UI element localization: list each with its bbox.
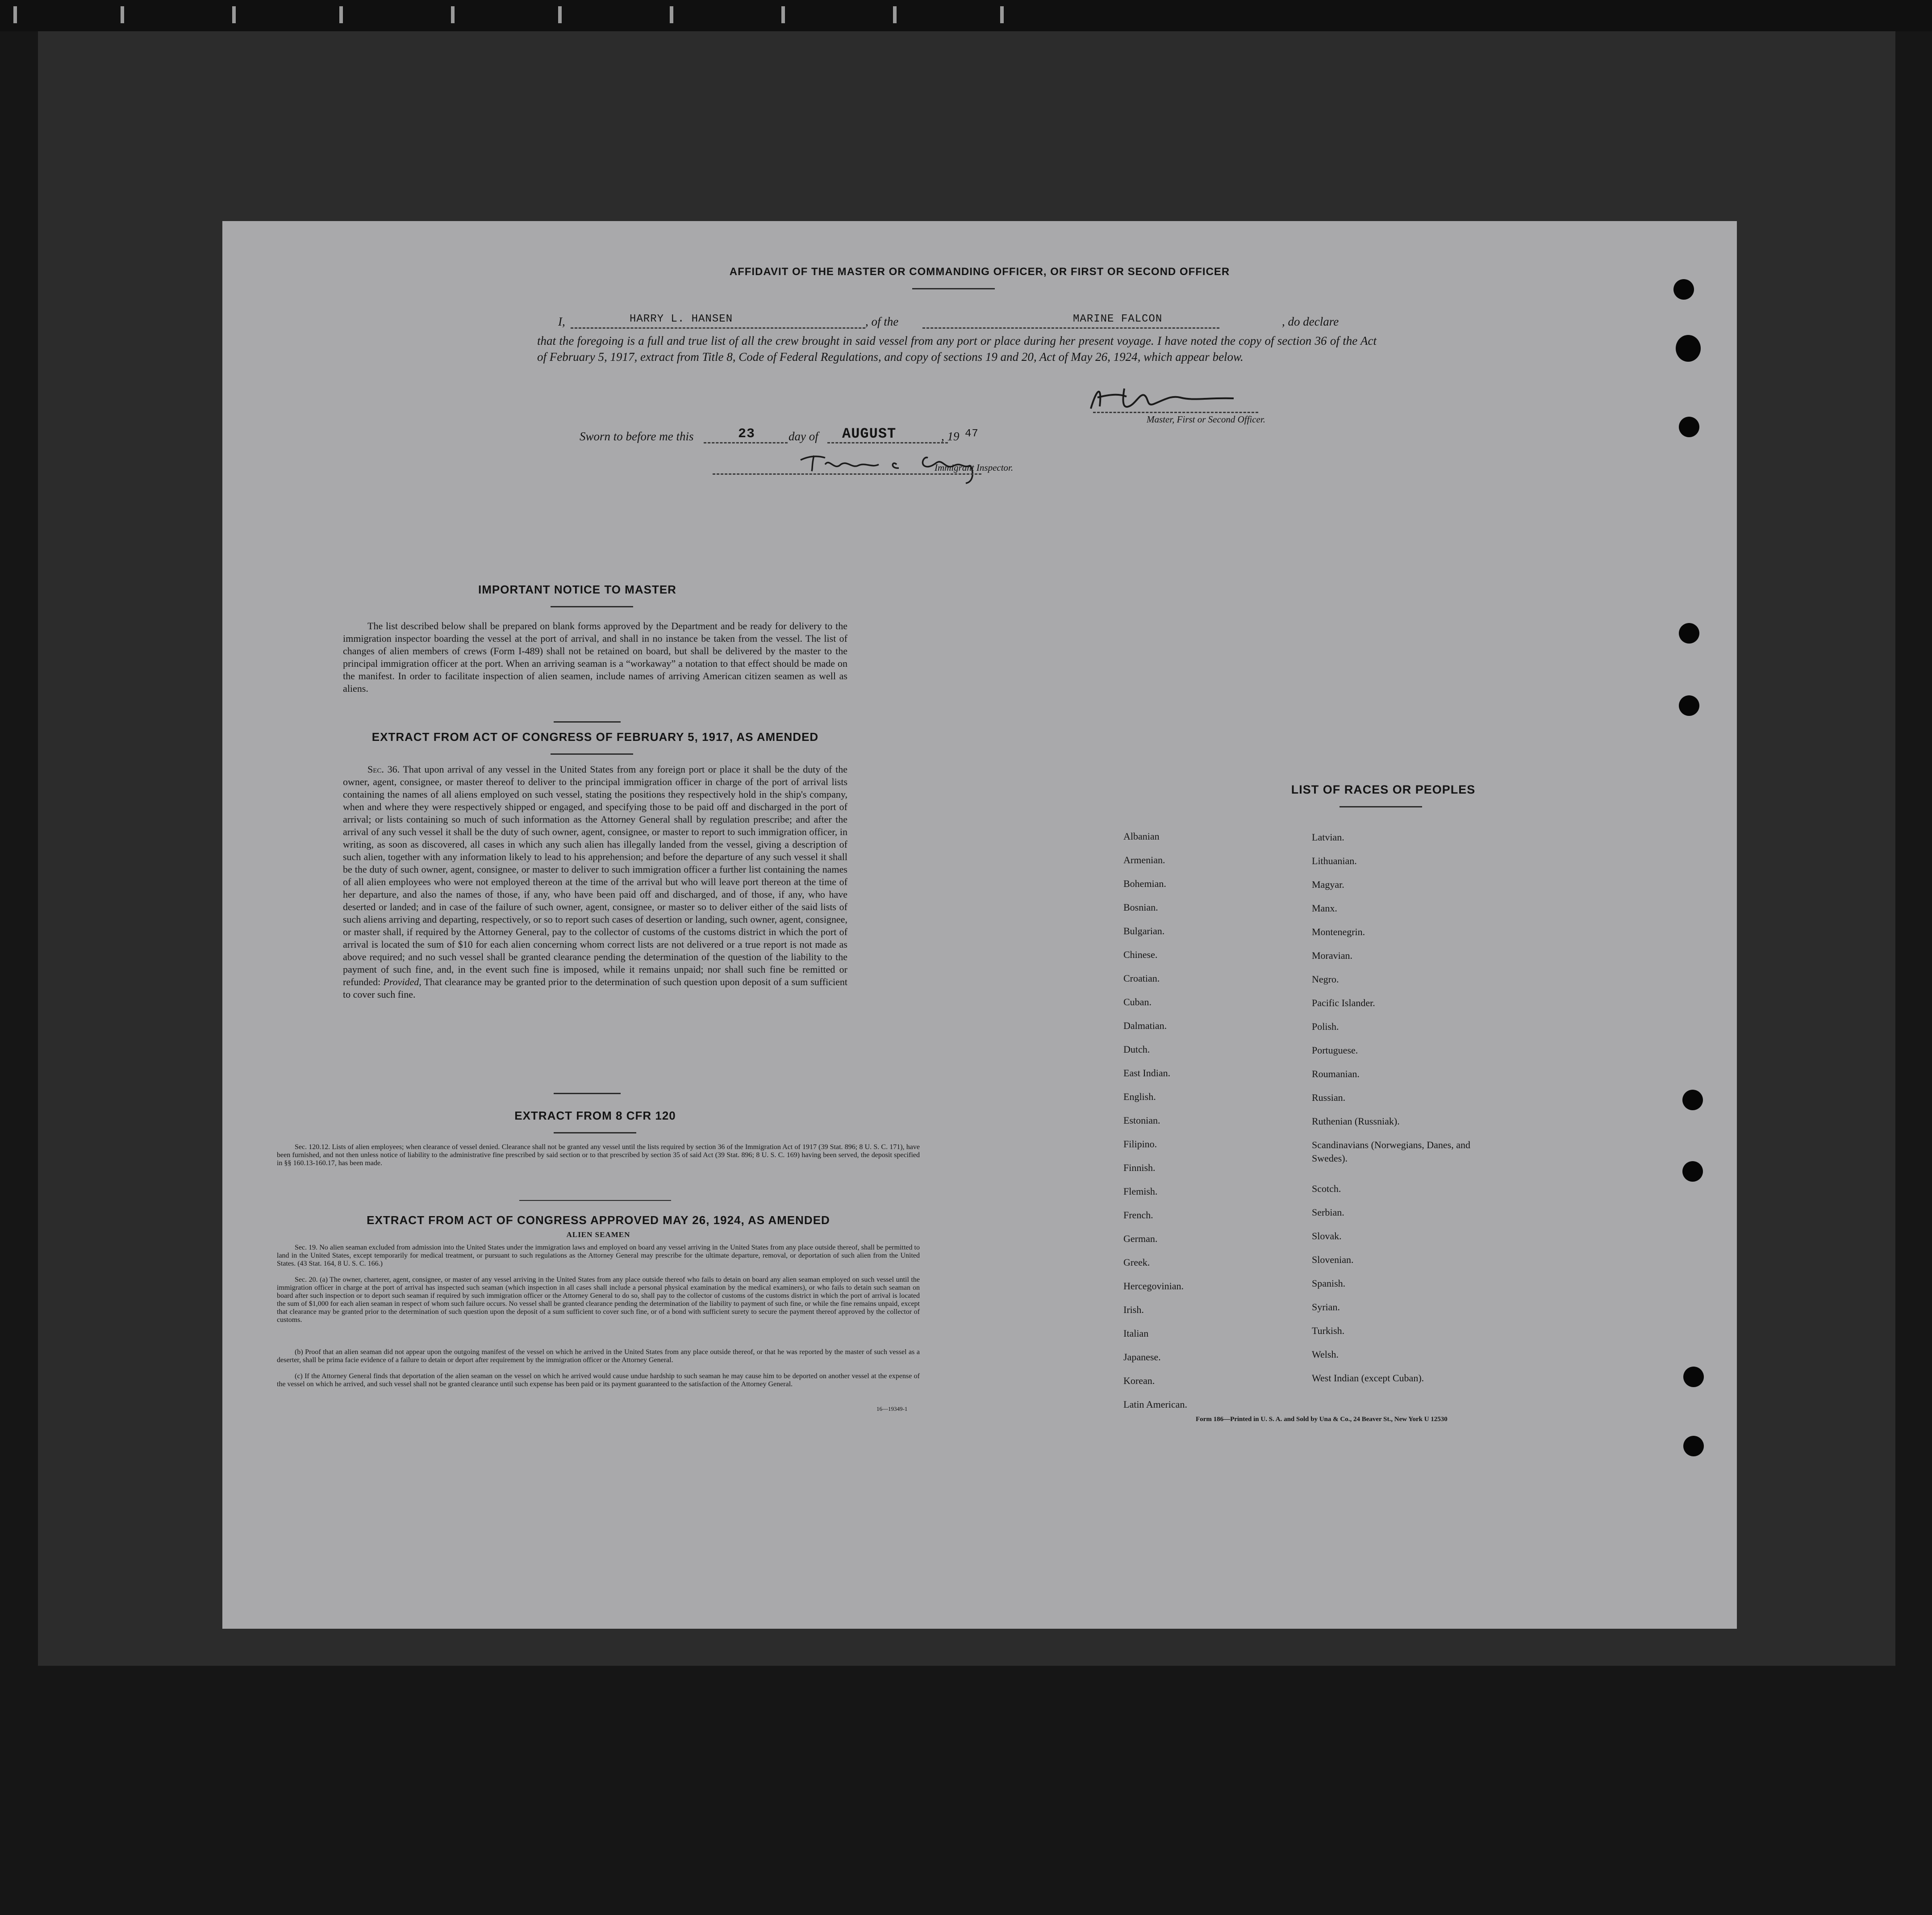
binder-hole	[1673, 279, 1694, 300]
extract-1924-subtitle: ALIEN SEAMEN	[566, 1230, 630, 1239]
binder-hole	[1679, 623, 1699, 644]
sworn-month: AUGUST	[842, 426, 897, 442]
extract-1917-body	[343, 763, 847, 1001]
master-name: HARRY L. HANSEN	[630, 313, 733, 325]
notice-title: IMPORTANT NOTICE TO MASTER	[478, 583, 676, 596]
race-item: Dutch.	[1123, 1044, 1150, 1055]
race-item: Slovak.	[1312, 1230, 1342, 1242]
section-divider	[519, 1200, 671, 1201]
day-line	[704, 442, 788, 443]
race-item: Hercegovinian.	[1123, 1280, 1184, 1292]
race-item: Lithuanian.	[1312, 855, 1357, 866]
race-item: Turkish.	[1312, 1325, 1345, 1336]
strip-mark	[121, 6, 136, 23]
binder-hole	[1679, 417, 1699, 437]
race-item: Magyar.	[1312, 879, 1344, 890]
year-suffix: 47	[965, 428, 979, 440]
extract-1924-title: EXTRACT FROM ACT OF CONGRESS APPROVED MAY 26, 1924, AS AMENDED	[367, 1213, 830, 1227]
signature-caption: Master, First or Second Officer.	[1147, 414, 1265, 425]
master-name-line	[571, 327, 865, 329]
extract-cfr-divider	[554, 1132, 636, 1133]
day-of-label: day of	[789, 430, 818, 443]
section-36-text: That upon arrival of any vessel in the United States from any foreign port or place it shall be the duty of the owner, agent, consignee, or master thereof to deliver to the principal immigration officer in charge of the port of arrival lists containing the names of all aliens employed on such vessel, stating the positions they respectively hold in the ship's company, when and where they were respectively shipped or engaged, and specifying those to be paid off and discharged in the port of arrival; or lists containing so much of such information as the Attorney General shall by regulation prescribe; and after the arrival of any such vessel it shall be the duty of such owner, agent, consignee, or master to report to such immigration officer, in writing, as soon as discovered, all cases in which any such alien has illegally landed from the vessel, giving a description of such alien, together with any information likely to lead to his apprehension; and before the departure of any such vessel it shall be the duty of such owner, agent, consignee, or master to deliver to such immigration officer a further list containing the names of all alien employees who were not employed thereon at the time of the arrival but who will leave port thereon at the time of her departure, and also the names of those, if any, who have been paid off and discharged, and of those, if any, who have deserted or landed; and in case of the failure of such owner, agent, consignee, or master so to deliver either of the said lists of such aliens arriving and departing, respectively, or so to report such cases of desertion or landing, such owner, agent, consignee, or master shall, if required by the Attorney General, pay to the collector of customs of the customs district in which the port of arrival is located the sum of $10 for each alien concerning whom correct lists are not delivered or a true report is not made as above required; and no such vessel shall be granted clearance pending the determination of the question of the liability to the payment of such fine, and, in the event such fine is imposed, while it remains unpaid; nor shall such fine be remitted or refunded:	[343, 764, 847, 987]
strip-mark	[13, 6, 29, 23]
provided-text: That clearance may be granted prior to the determination of such question upon deposit of a sum sufficient to cover such fine.	[343, 976, 847, 1000]
extract-cfr-body: Sec. 120.12. Lists of alien employees; when clearance of vessel denied. Clearance shall not be granted any vessel until the lists required by section 36 of the Immigration Act of 1917 (39 Stat. 896; 8 U. S. C. 171), have been furnished, and not then unless notice of liability to the administrative fine prescribed by said section or to that prescribed by section 35 of said Act (39 Stat. 896; 8 U. S. C. 169) having been served, the deposit specified in §§ 160.13-160.17, has been made.	[277, 1143, 920, 1167]
form-imprint: Form 186—Printed in U. S. A. and Sold by Una & Co., 24 Beaver St., New York U 12530	[1196, 1416, 1448, 1423]
race-item: Bohemian.	[1123, 878, 1166, 889]
binder-hole	[1679, 695, 1699, 716]
race-item: Albanian	[1123, 831, 1160, 842]
strip-mark	[558, 6, 573, 23]
declaration-prefix: I,	[558, 315, 565, 328]
do-declare-label: , do declare	[1282, 315, 1339, 328]
section-20a-text: Sec. 20. (a) The owner, charterer, agent, consignee, or master of any vessel arriving in the United States from any place outside thereof who fails to detain on board any alien seaman employed on such vessel until the immigration officer in charge at the port of arrival has inspected such seaman (which inspection in all cases shall include a personal physical examination by the medical examiners), or who fails to detain such seaman on board after such inspection or to deport such seaman if required by such immigration officer or the Attorney General to do so, shall pay to the collector of customs of the customs district in which the port of arrival is located the sum of $1,000 for each alien seaman in respect of whom such failure occurs. No vessel shall be granted clearance pending the determination of the liability to payment of such fine, or while the fine remains unpaid, except that clearance may be granted prior to the determination of such question upon the deposit of a sum sufficient to cover such fine, or of a bond with sufficient surety to secure the payment thereof approved by the collector of customs.	[277, 1276, 920, 1324]
binder-hole	[1683, 1367, 1704, 1387]
binder-hole	[1682, 1161, 1703, 1182]
race-item: Greek.	[1123, 1257, 1150, 1268]
strip-mark	[1000, 6, 1015, 23]
race-item: Polish.	[1312, 1021, 1339, 1032]
race-item: Ruthenian (Russniak).	[1312, 1116, 1400, 1127]
strip-mark	[670, 6, 685, 23]
signature-line	[1093, 412, 1258, 413]
race-item: French.	[1123, 1209, 1153, 1221]
race-item: Chinese.	[1123, 949, 1158, 960]
affidavit-body: that the foregoing is a full and true list of all the crew brought in said vessel from any port or place during her present voyage. I have noted the copy of section 36 of the Act of February 5, 1917, extract from Title 8, Code of Federal Regulations, and copy of sections 19 and 20, Act of May 26, 1924, which appear below.	[537, 334, 1377, 364]
race-item: Serbian.	[1312, 1207, 1344, 1218]
sworn-day: 23	[738, 426, 755, 442]
race-item: Cuban.	[1123, 996, 1152, 1008]
sworn-prefix: Sworn to before me this	[580, 430, 694, 443]
race-item: Italian	[1123, 1328, 1149, 1339]
races-divider	[1339, 806, 1422, 807]
binder-hole	[1682, 1090, 1703, 1110]
strip-mark	[232, 6, 247, 23]
strip-mark	[893, 6, 908, 23]
race-item: Latin American.	[1123, 1399, 1187, 1410]
race-item: Welsh.	[1312, 1349, 1339, 1360]
vessel-name: MARINE FALCON	[1073, 313, 1163, 325]
race-item: Slovenian.	[1312, 1254, 1354, 1265]
race-item: Manx.	[1312, 903, 1337, 914]
race-item: Irish.	[1123, 1304, 1144, 1315]
binder-hole	[1676, 335, 1701, 362]
provided-label: Provided,	[383, 976, 421, 987]
race-item: English.	[1123, 1091, 1156, 1102]
race-item: Russian.	[1312, 1092, 1346, 1103]
section-20b-text: (b) Proof that an alien seaman did not appear upon the outgoing manifest of the vessel on which he arrived in the United States from any place outside thereof, or that he was reported by the master of such vessel as a deserter, shall be prima facie evidence of a failure to detain or deport after requirement by the immigration officer or the Attorney General.	[277, 1348, 920, 1364]
race-item: Filipino.	[1123, 1138, 1157, 1150]
race-item: Japanese.	[1123, 1351, 1161, 1363]
race-item: Croatian.	[1123, 973, 1160, 984]
race-item: Roumanian.	[1312, 1068, 1360, 1079]
strip-mark	[781, 6, 797, 23]
race-item: West Indian (except Cuban).	[1312, 1372, 1424, 1384]
document-page	[222, 221, 1737, 1629]
race-item: Negro.	[1312, 974, 1339, 985]
race-item: Portuguese.	[1312, 1045, 1358, 1056]
master-signature	[1086, 384, 1256, 415]
race-item: Armenian.	[1123, 854, 1165, 866]
affidavit-title: AFFIDAVIT OF THE MASTER OR COMMANDING OFFICER, OR FIRST OR SECOND OFFICER	[729, 266, 1230, 278]
month-line	[827, 442, 948, 443]
race-item: Pacific Islander.	[1312, 997, 1375, 1008]
race-item: Dalmatian.	[1123, 1020, 1167, 1031]
race-item: Syrian.	[1312, 1301, 1340, 1313]
race-item: German.	[1123, 1233, 1158, 1244]
race-item: Montenegrin.	[1312, 926, 1365, 937]
extract-1917-title: EXTRACT FROM ACT OF CONGRESS OF FEBRUARY 5, 1917, AS AMENDED	[371, 730, 819, 744]
of-the-label: , of the	[865, 315, 899, 328]
binder-hole	[1683, 1436, 1704, 1456]
race-item: Finnish.	[1123, 1162, 1156, 1173]
race-item: Korean.	[1123, 1375, 1155, 1386]
extract-1917-divider	[551, 753, 633, 755]
race-item: Scandinavians (Norwegians, Danes, and Swedes).	[1312, 1139, 1470, 1164]
inspector-line	[713, 473, 981, 475]
film-strip-edge	[0, 0, 1932, 31]
strip-mark	[451, 6, 466, 23]
extract-cfr-title: EXTRACT FROM 8 CFR 120	[514, 1109, 676, 1122]
form-code: 16—19349-1	[876, 1405, 908, 1412]
notice-divider	[551, 606, 633, 607]
title-divider	[912, 288, 995, 289]
race-item: Estonian.	[1123, 1115, 1160, 1126]
strip-mark	[339, 6, 355, 23]
year-prefix: , 19	[941, 430, 960, 443]
vessel-name-line	[922, 327, 1219, 329]
race-item: Bosnian.	[1123, 902, 1158, 913]
races-title: LIST OF RACES OR PEOPLES	[1291, 783, 1476, 796]
section-divider	[554, 721, 621, 723]
notice-body: The list described below shall be prepared on blank forms approved by the Department and be ready for delivery to the immigration inspector boarding the vessel at the port of arrival, and shall in no instance be taken from the vessel. The list of changes of alien members of crews (Form I-489) shall not be retained on board, but shall be delivered by the master to the principal immigration officer at the port. When an arriving seaman is a “workaway” a notation to that effect should be made on the manifest. In order to facilitate inspection of alien seamen, include names of arriving American citizen seamen as well as aliens.	[343, 620, 847, 694]
race-item: Scotch.	[1312, 1183, 1341, 1194]
section-19-text: Sec. 19. No alien seaman excluded from admission into the United States under the immigration laws and employed on board any vessel arriving in the United States from any place outside thereof, shall be permitted to land in the United States, except temporarily for medical treatment, or pursuant to such regulations as the Attorney General may prescribe for the ultimate departure, removal, or deportation of such alien from the United States. (43 Stat. 164, 8 U. S. C. 166.)	[277, 1244, 920, 1267]
race-item: East Indian.	[1123, 1067, 1171, 1079]
section-36-label: Sec. 36.	[367, 764, 400, 775]
race-item: Latvian.	[1312, 832, 1344, 843]
inspector-caption: Immigrant Inspector.	[935, 462, 1014, 473]
section-20c-text: (c) If the Attorney General finds that deportation of the alien seaman on the vessel on which he arrived would cause undue hardship to such seaman he may cause him to be deported on another vessel at the expense of the vessel on which he arrived, and such vessel shall not be granted clearance until such expense has been paid or its payment guaranteed to the satisfaction of the Attorney General.	[277, 1372, 920, 1388]
race-item: Moravian.	[1312, 950, 1353, 961]
race-item: Bulgarian.	[1123, 925, 1165, 937]
race-item: Flemish.	[1123, 1186, 1158, 1197]
race-item: Spanish.	[1312, 1278, 1346, 1289]
section-divider	[554, 1093, 621, 1094]
